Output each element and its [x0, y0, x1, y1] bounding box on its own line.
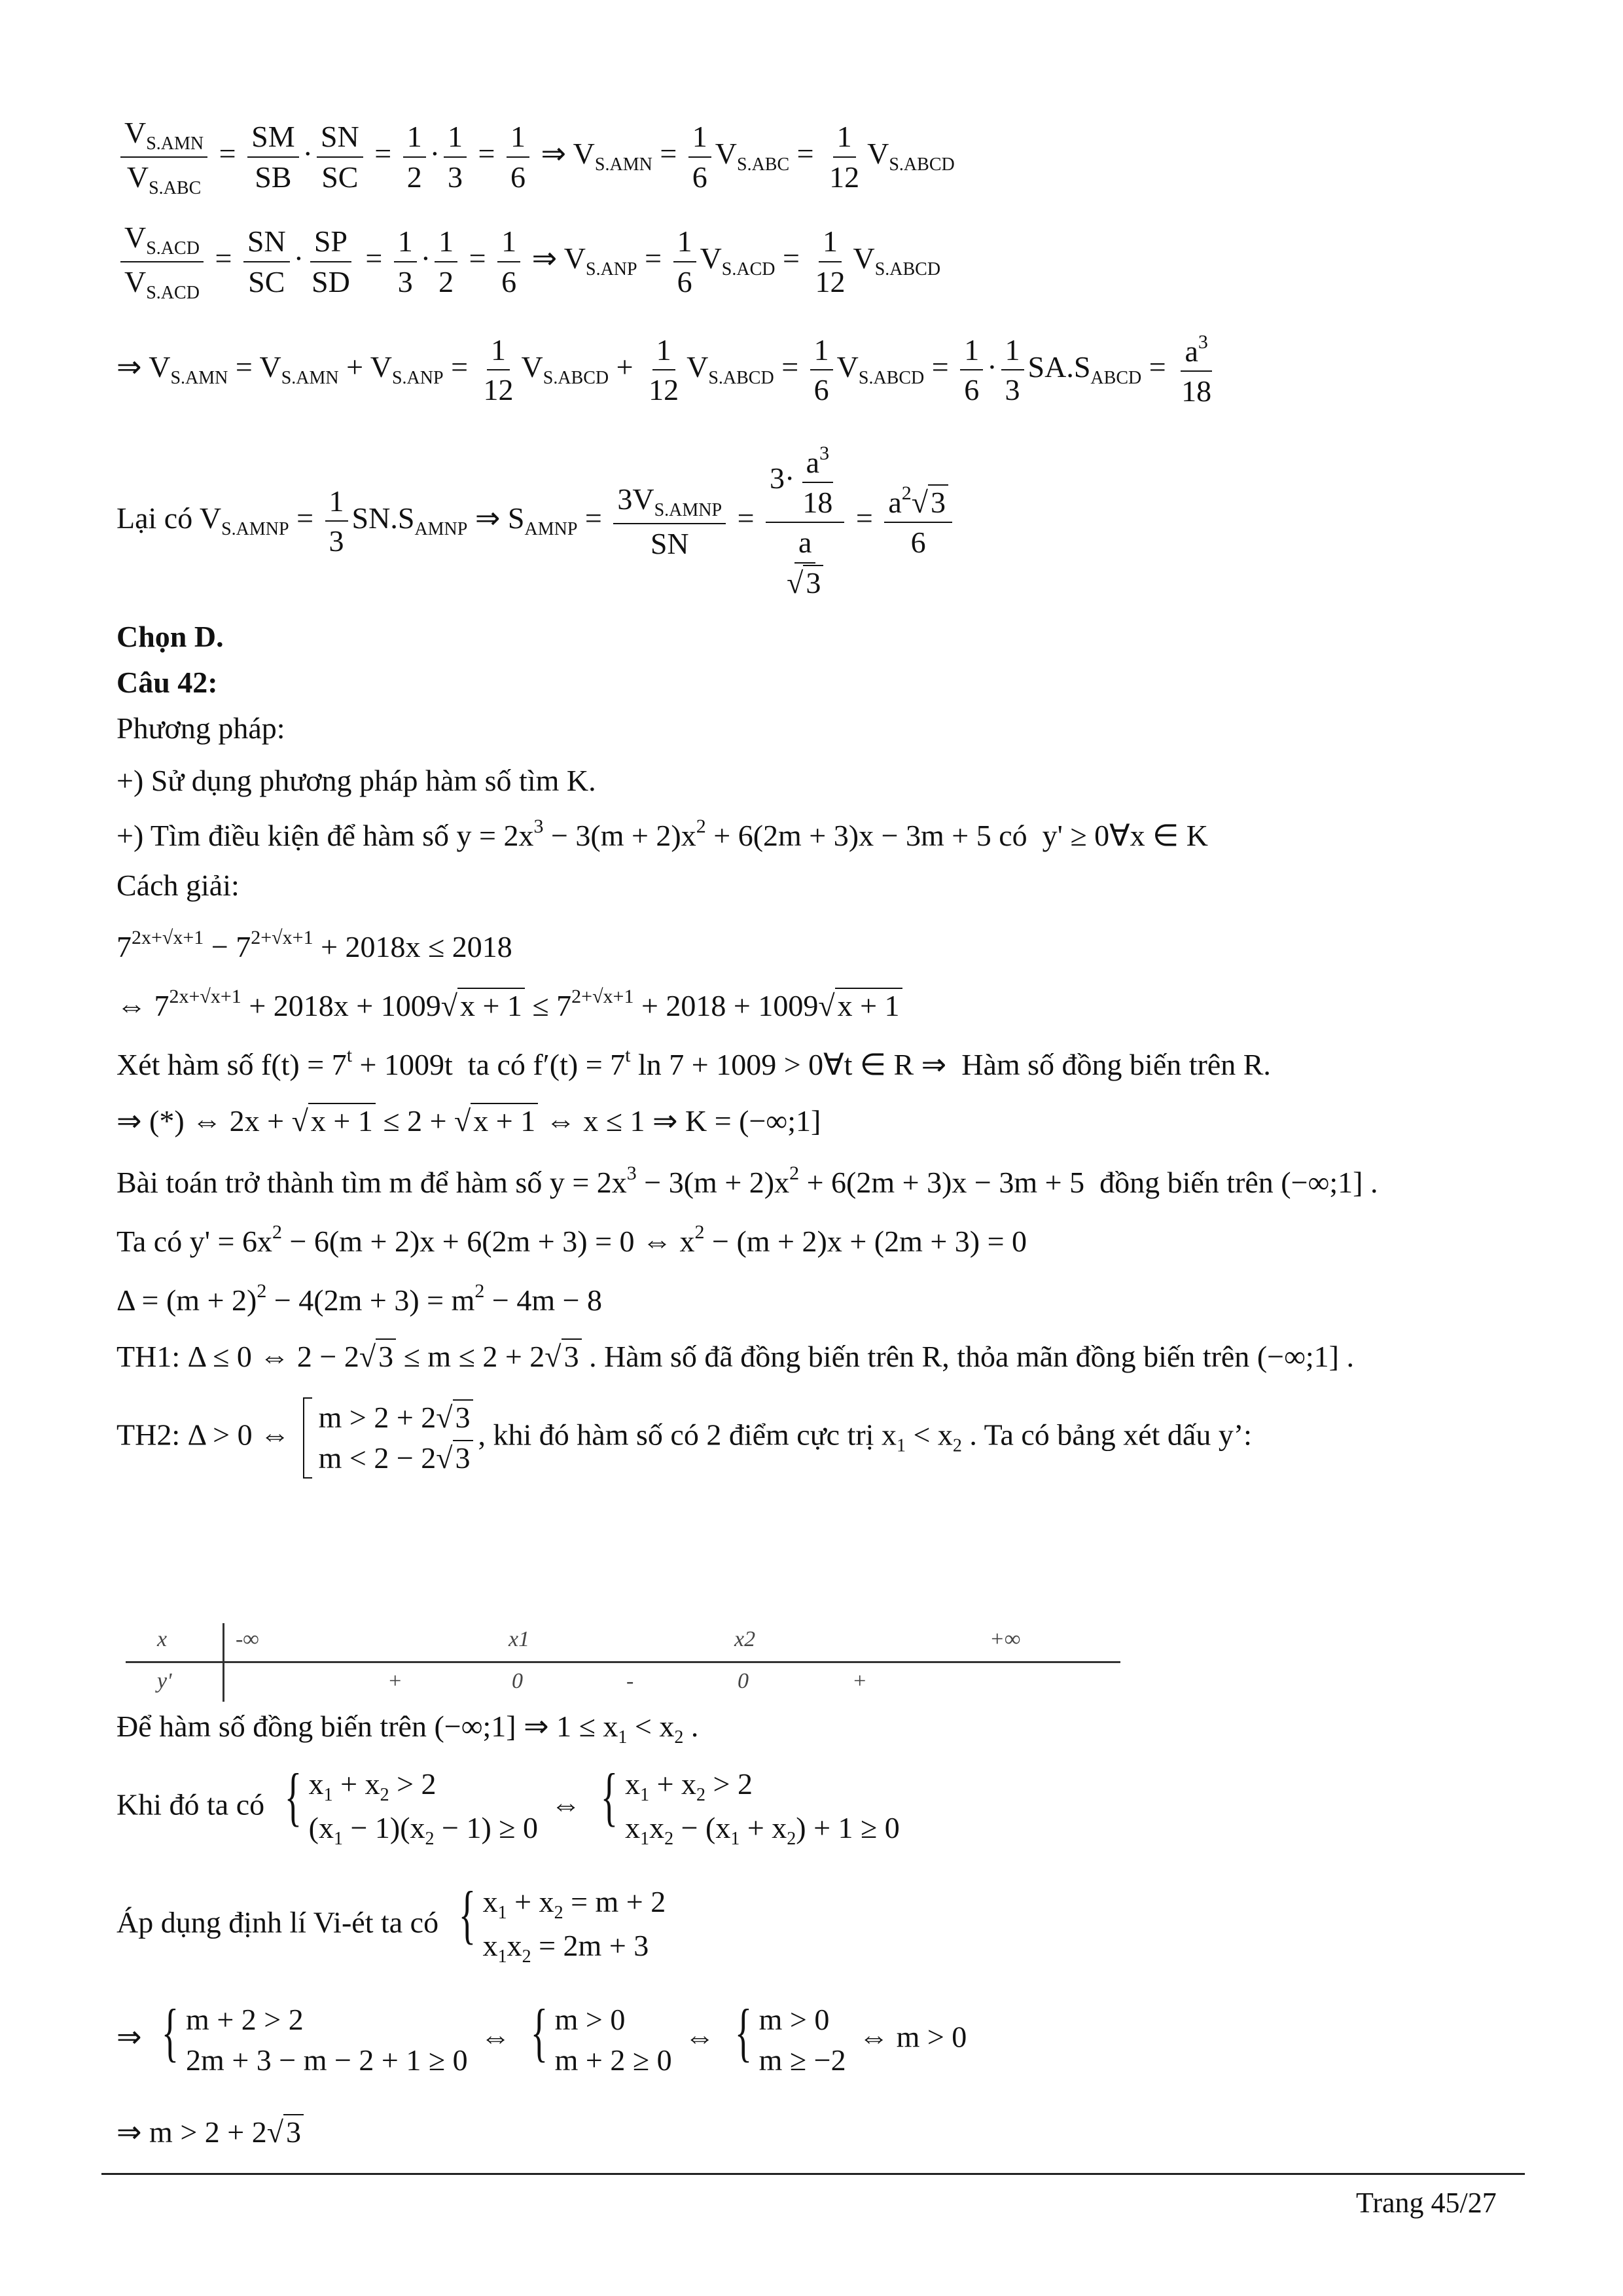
sign-table-x-value: +∞: [990, 1627, 1021, 1651]
sign-table-x-value: -∞: [236, 1627, 259, 1651]
equation-ratio-amn: $\frac{V_{S.AMN}}{V_{S.ABC}}$ = $\frac{SM}{SB}$ · $\frac{SN}{SC}$ = $\frac{1}{2}$ · $\frac{1}{3}$ = $\frac{1}{6}$ ⇒ $V_{S.AMN}$ = $\frac{1}{6}$ $V_{S.ABC}$ = $\frac{1}{12}$ $V_{S.ABCD}$: [116, 115, 955, 199]
set-k-result: ⇒ (*) ⇔ 2x + √x + 1 ≤ 2 + √x + 1 ⇔ x ≤ 1 ⇒ K = (−∞;1]: [116, 1104, 821, 1138]
sign-table-y-value: +: [852, 1669, 867, 1693]
method-step-2: +) Tìm điều kiện để hàm số $y = 2x^3 - 3(m + 2)x^2 + 6(2m + 3)x - 3m + 5$ có y' ≥ 0∀x ∈ K: [116, 816, 1208, 852]
footer-divider: [101, 2173, 1525, 2175]
answer-label: Chọn D.: [116, 620, 224, 653]
system-m: ⇒ { m + 2 > 2 2m + 3 − m − 2 + 1 ≥ 0 ⇔ { m > 0 m + 2 ≥ 0 ⇔ { m > 0 m ≥ −2 ⇔ m > 0: [116, 1996, 967, 2077]
system-roots: Khi đó ta có { $x_1 + x_2 > 2$ $(x_1 - 1)(x_2 - 1) \ge 0$ ⇔ { $x_1 + x_2 > 2$ $x_1x_2 - (x_1 + x_2) + 1 \ge 0$: [116, 1760, 900, 1849]
final-result: ⇒ m > 2 + 2√3: [116, 2114, 304, 2150]
sign-table-y-value: 0: [738, 1669, 749, 1693]
sign-table-rule: [126, 1661, 1120, 1663]
sign-table-x-value: x1: [508, 1627, 530, 1651]
problem-restatement: Bài toán trở thành tìm m để hàm số $y = 2x^3 - 3(m + 2)x^2 + 6(2m + 3)x - 3m + 5$ đồng biến trên (−∞;1] .: [116, 1162, 1378, 1199]
vieta-system: Áp dụng định lí Vi-ét ta có { $x_1 + x_2 = m + 2$ $x_1x_2 = 2m + 3$: [116, 1878, 666, 1967]
sign-table-y-label: y': [157, 1669, 172, 1693]
derivative-equation: Ta có $y' = 6x^2 - 6(m + 2)x + 6(2m + 3) = 0$ ⇔ $x^2 - (m + 2)x + (2m + 3) = 0$: [116, 1221, 1027, 1258]
question-heading: Câu 42:: [116, 666, 218, 699]
inequality-original: $7^{2x+√x+1} - 7^{2+√x+1} + 2018x \le 2018$: [116, 927, 512, 963]
sign-table-x-label: x: [157, 1627, 168, 1651]
function-study: Xét hàm số $f(t) = 7^t + 1009t$ ta có $f'(t) = 7^t$ ln 7 + 1009 > 0∀t ∈ R ⇒ Hàm số đồng biến trên R.: [116, 1045, 1271, 1081]
equation-ratio-anp: $\frac{V_{S.ACD}}{V_{S.ACD}}$ = $\frac{SN}{SC}$ · $\frac{SP}{SD}$ = $\frac{1}{3}$ · $\frac{1}{2}$ = $\frac{1}{6}$ ⇒ $V_{S.ANP}$ = $\frac{1}{6}$ $V_{S.ACD}$ = $\frac{1}{12}$ $V_{S.ABCD}$: [116, 219, 940, 304]
method-heading: Phương pháp:: [116, 711, 285, 745]
discriminant: $\Delta = (m + 2)^2 - 4(2m + 3) = m^2 - 4m - 8$: [116, 1280, 603, 1317]
case-2: TH2: Δ > 0 ⇔ m > 2 + 2√3 m < 2 − 2√3 , khi đó hàm số có 2 điểm cực trị $x_1 < x_2$ . Ta có bảng xét dấu y’:: [116, 1397, 1252, 1479]
inequality-rewritten: ⇔ $7^{2x+√x+1} + 2018x + 1009√x + 1 \le 7^{2+√x+1} + 2018 + 1009√x + 1$: [116, 985, 902, 1024]
solution-heading: Cách giải:: [116, 869, 240, 902]
equation-sum-volume: ⇒ $V_{S.AMN} = V_{S.AMN} + V_{S.ANP}$ = $\frac{1}{12}$ $V_{S.ABCD}$ + $\frac{1}{12}$ $V_{S.ABCD}$ = $\frac{1}{6}$ $V_{S.ABCD}$ = $\frac{1}{6}$ · $\frac{1}{3}$ $SA.S_{ABCD}$ = $\frac{a^3}{18}$: [116, 331, 1212, 408]
sign-table: [126, 1623, 1120, 1708]
condition-increasing: Để hàm số đồng biến trên (−∞;1] ⇒ $1 \le x_1 < x_2$ .: [116, 1710, 699, 1748]
sign-table-y-value: -: [626, 1669, 634, 1693]
equation-area-amnp: Lại có $V_{S.AMNP}$ = $\frac{1}{3}$ $SN.S_{AMNP}$ ⇒ $S_{AMNP}$ = $\frac{3V_{S.AMNP}}{SN}$ = 3· $\frac{a^3}{18}$ $\frac{a}{√3}$ = $\frac{a^2√3}{6}$: [116, 442, 956, 601]
case-1: TH1: Δ ≤ 0 ⇔ 2 − 2√3 ≤ m ≤ 2 + 2√3 . Hàm số đã đồng biến trên R, thỏa mãn đồng biến trên (−∞;1] .: [116, 1340, 1354, 1373]
sign-table-y-value: +: [387, 1669, 402, 1693]
page-number: Trang 45/27: [1356, 2187, 1497, 2219]
sign-table-y-value: 0: [512, 1669, 523, 1693]
sign-table-x-value: x2: [734, 1627, 756, 1651]
method-step-1: +) Sử dụng phương pháp hàm số tìm K.: [116, 764, 596, 797]
